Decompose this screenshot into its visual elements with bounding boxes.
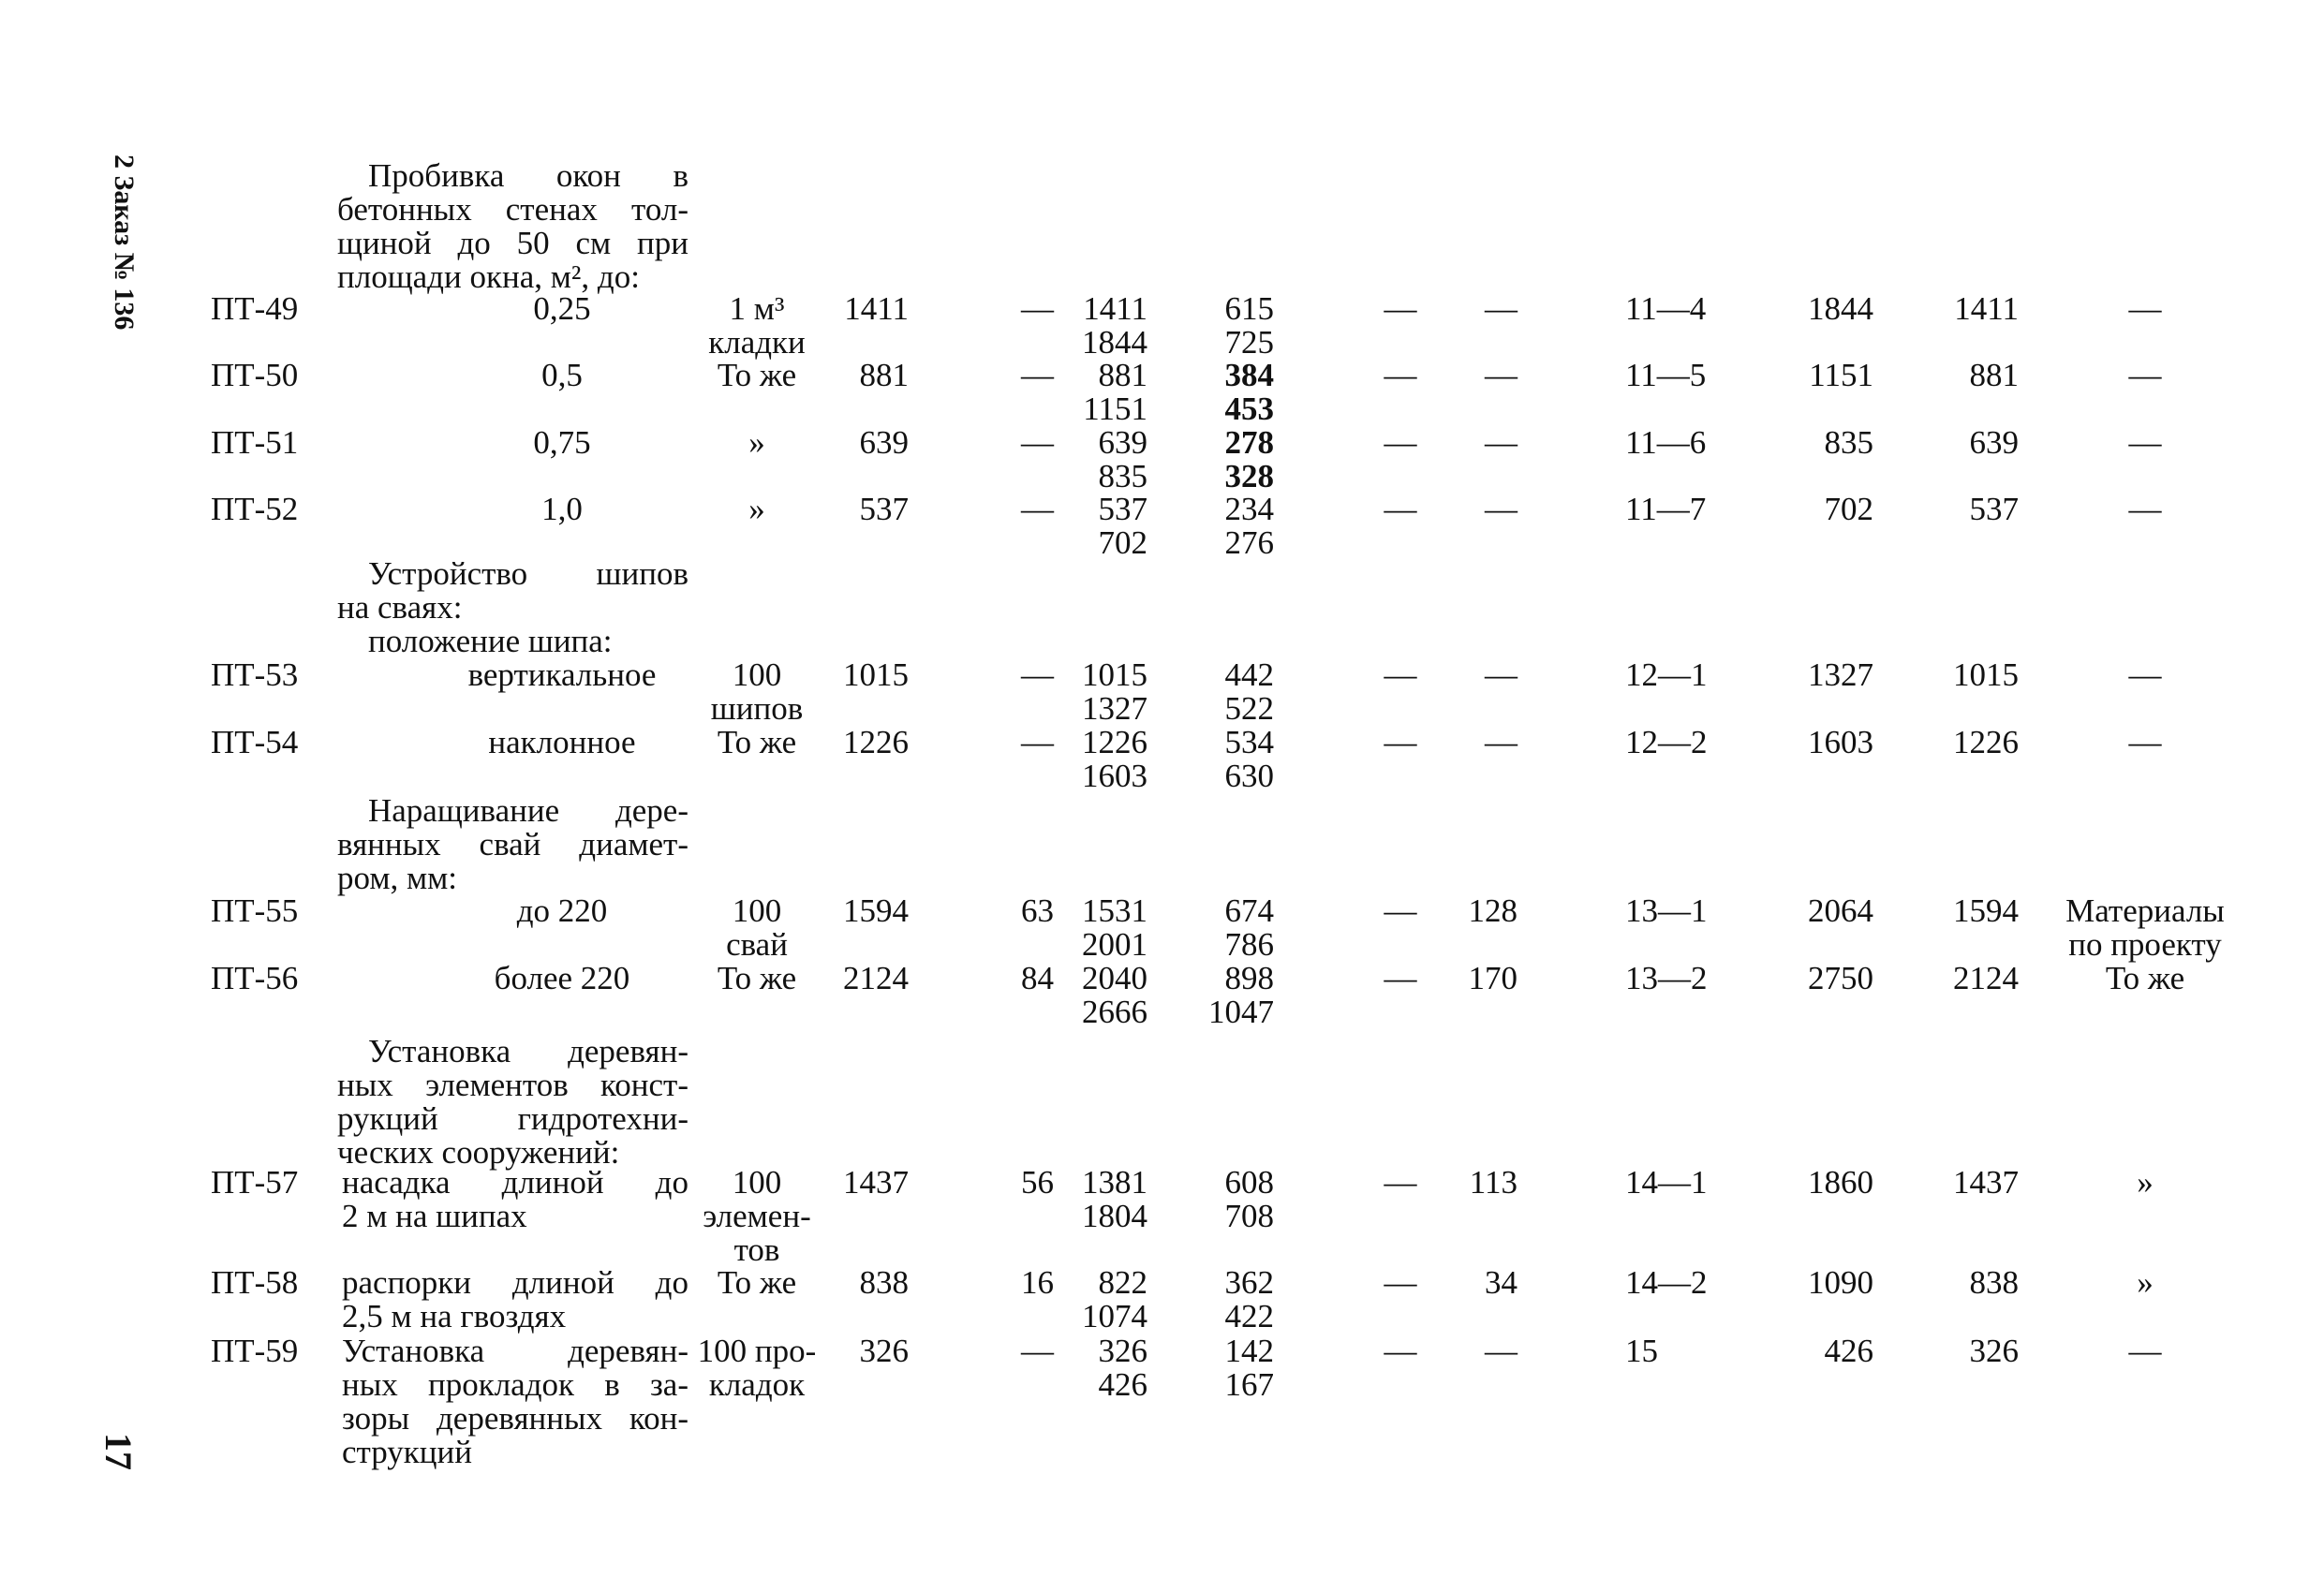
row-total-b: 1015	[1953, 656, 2019, 693]
row-code: ПТ-58	[211, 1264, 299, 1301]
section-heading-line: рукций гидротехни-	[337, 1100, 688, 1137]
row-description: Установка деревян-	[342, 1333, 688, 1369]
row-description: струкций	[342, 1434, 472, 1470]
row-note: —	[2128, 724, 2162, 760]
row-machine-cost: —	[1384, 724, 1417, 760]
row-unit: »	[748, 424, 765, 461]
row-total-a: 1327	[1808, 656, 1873, 693]
row-wages: —	[1021, 1333, 1054, 1369]
row-total-b: 1437	[1953, 1164, 2019, 1201]
row-labor-cost: 384	[1224, 357, 1274, 393]
row-note: »	[2137, 1164, 2154, 1201]
row-note: Материалы	[2065, 892, 2225, 929]
row-code: ПТ-56	[211, 960, 299, 996]
row-materials-cost: 702	[1098, 524, 1147, 561]
row-unit: То же	[717, 357, 797, 393]
row-unit: шипов	[710, 690, 804, 727]
section-heading-line: щиной до 50 см при	[337, 225, 688, 261]
row-total-b: 1594	[1953, 892, 2019, 929]
margin-note: 2 Заказ № 136	[109, 155, 140, 331]
row-materials-cost: 426	[1098, 1366, 1147, 1403]
row-machine-cost: —	[1384, 1164, 1417, 1201]
row-estimate-cost: 2124	[843, 960, 909, 996]
row-code: ПТ-50	[211, 357, 299, 393]
section-heading-line: ром, мм:	[337, 860, 458, 896]
row-norm-reference: 13—1	[1625, 892, 1708, 929]
row-unit: То же	[717, 1264, 797, 1301]
row-labor-cost: 362	[1224, 1264, 1274, 1301]
row-description: 1,0	[541, 491, 583, 527]
row-code: ПТ-59	[211, 1333, 299, 1369]
row-total-b: 639	[1969, 424, 2019, 461]
row-description: насадка длиной до	[342, 1164, 688, 1201]
row-machine-wages: 34	[1485, 1264, 1517, 1301]
row-labor-cost: 898	[1224, 960, 1274, 996]
section-heading-line: ных элементов конст-	[337, 1067, 688, 1103]
row-labor-cost: 422	[1224, 1298, 1274, 1334]
section-subheading: положение шипа:	[368, 623, 613, 659]
row-machine-wages: 113	[1469, 1164, 1517, 1201]
row-labor-cost: 615	[1224, 290, 1274, 327]
row-note: —	[2128, 491, 2162, 527]
row-total-a: 2064	[1808, 892, 1873, 929]
row-total-a: 1844	[1808, 290, 1873, 327]
row-labor-cost: 674	[1224, 892, 1274, 929]
row-code: ПТ-53	[211, 656, 299, 693]
row-total-a: 1603	[1808, 724, 1873, 760]
row-estimate-cost: 1411	[844, 290, 909, 327]
row-total-a: 835	[1824, 424, 1873, 461]
row-wages: 63	[1021, 892, 1054, 929]
row-note: »	[2137, 1264, 2154, 1301]
row-labor-cost: 534	[1224, 724, 1274, 760]
row-unit: элемен-	[703, 1198, 811, 1234]
row-code: ПТ-55	[211, 892, 299, 929]
row-note: —	[2128, 1333, 2162, 1369]
row-wages: 84	[1021, 960, 1054, 996]
row-estimate-cost: 1437	[843, 1164, 909, 1201]
row-wages: —	[1021, 357, 1054, 393]
row-norm-reference: 11—7	[1625, 491, 1707, 527]
row-materials-cost: 1074	[1082, 1298, 1147, 1334]
row-note: —	[2128, 656, 2162, 693]
row-machine-cost: —	[1384, 892, 1417, 929]
row-materials-cost: 1381	[1082, 1164, 1147, 1201]
row-total-b: 326	[1969, 1333, 2019, 1369]
row-total-b: 881	[1969, 357, 2019, 393]
row-estimate-cost: 881	[859, 357, 909, 393]
row-machine-cost: —	[1384, 290, 1417, 327]
row-wages: 16	[1021, 1264, 1054, 1301]
row-labor-cost: 522	[1224, 690, 1274, 727]
row-code: ПТ-52	[211, 491, 299, 527]
row-code: ПТ-49	[211, 290, 299, 327]
row-estimate-cost: 1594	[843, 892, 909, 929]
row-materials-cost: 2040	[1082, 960, 1147, 996]
row-labor-cost: 786	[1224, 926, 1274, 963]
row-estimate-cost: 326	[859, 1333, 909, 1369]
row-total-b: 838	[1969, 1264, 2019, 1301]
row-total-a: 702	[1824, 491, 1873, 527]
row-materials-cost: 1603	[1082, 758, 1147, 794]
row-machine-wages: —	[1485, 290, 1517, 327]
row-code: ПТ-54	[211, 724, 299, 760]
row-machine-cost: —	[1384, 1333, 1417, 1369]
row-machine-wages: —	[1485, 1333, 1517, 1369]
row-unit: »	[748, 491, 765, 527]
row-machine-wages: 170	[1468, 960, 1517, 996]
row-description: 0,5	[541, 357, 583, 393]
row-machine-cost: —	[1384, 1264, 1417, 1301]
row-note: То же	[2105, 960, 2185, 996]
row-unit: 100	[732, 1164, 782, 1201]
row-machine-wages: —	[1485, 491, 1517, 527]
row-norm-reference: 11—4	[1625, 290, 1707, 327]
row-estimate-cost: 537	[859, 491, 909, 527]
row-materials-cost: 1015	[1082, 656, 1147, 693]
row-description: ных прокладок в за-	[342, 1366, 688, 1403]
row-machine-wages: —	[1485, 724, 1517, 760]
row-wages: —	[1021, 724, 1054, 760]
row-description: до 220	[516, 892, 608, 929]
row-materials-cost: 326	[1098, 1333, 1147, 1369]
row-labor-cost: 1047	[1208, 994, 1274, 1030]
row-machine-cost: —	[1384, 424, 1417, 461]
row-code: ПТ-57	[211, 1164, 299, 1201]
row-wages: —	[1021, 424, 1054, 461]
row-note: —	[2128, 290, 2162, 327]
row-total-b: 1226	[1953, 724, 2019, 760]
section-heading-line: Пробивка окон в	[368, 157, 688, 194]
row-estimate-cost: 639	[859, 424, 909, 461]
row-note: —	[2128, 424, 2162, 461]
section-heading-line: площади окна, м², до:	[337, 258, 640, 295]
row-description: 2,5 м на гвоздях	[342, 1298, 567, 1334]
row-norm-reference: 11—6	[1625, 424, 1707, 461]
row-unit: То же	[717, 724, 797, 760]
row-labor-cost: 608	[1224, 1164, 1274, 1201]
row-machine-wages: 128	[1468, 892, 1517, 929]
section-heading-line: Наращивание дере-	[368, 792, 688, 829]
row-norm-reference: 12—2	[1625, 724, 1708, 760]
row-labor-cost: 453	[1224, 391, 1274, 427]
section-heading-line: ческих сооружений:	[337, 1134, 620, 1171]
row-labor-cost: 725	[1224, 324, 1274, 361]
row-description: вертикальное	[467, 656, 657, 693]
row-machine-wages: —	[1485, 424, 1517, 461]
row-unit: свай	[726, 926, 788, 963]
row-materials-cost: 639	[1098, 424, 1147, 461]
row-materials-cost: 1327	[1082, 690, 1147, 727]
row-note: по проекту	[2068, 926, 2222, 963]
row-materials-cost: 1151	[1083, 391, 1147, 427]
row-total-a: 1090	[1808, 1264, 1873, 1301]
row-unit: тов	[733, 1231, 780, 1268]
row-description: наклонное	[488, 724, 636, 760]
row-code: ПТ-51	[211, 424, 299, 461]
row-machine-cost: —	[1384, 656, 1417, 693]
row-norm-reference: 14—1	[1625, 1164, 1708, 1201]
row-total-a: 1860	[1808, 1164, 1873, 1201]
row-total-a: 426	[1824, 1333, 1873, 1369]
row-norm-reference: 12—1	[1625, 656, 1708, 693]
row-labor-cost: 234	[1224, 491, 1274, 527]
row-estimate-cost: 1226	[843, 724, 909, 760]
row-norm-reference: 15	[1625, 1333, 1658, 1369]
row-materials-cost: 537	[1098, 491, 1147, 527]
row-unit: То же	[717, 960, 797, 996]
row-unit: 100 про-	[697, 1333, 817, 1369]
row-materials-cost: 2001	[1082, 926, 1147, 963]
row-materials-cost: 1226	[1082, 724, 1147, 760]
row-description: 2 м на шипах	[342, 1198, 527, 1234]
row-labor-cost: 708	[1224, 1198, 1274, 1234]
row-machine-cost: —	[1384, 491, 1417, 527]
row-wages: —	[1021, 491, 1054, 527]
row-machine-cost: —	[1384, 960, 1417, 996]
row-description: зоры деревянных кон-	[342, 1400, 688, 1437]
row-norm-reference: 11—5	[1625, 357, 1707, 393]
row-unit: кладок	[708, 1366, 806, 1403]
section-heading-line: на сваях:	[337, 589, 463, 626]
row-description: 0,75	[533, 424, 591, 461]
row-total-a: 2750	[1808, 960, 1873, 996]
row-total-b: 537	[1969, 491, 2019, 527]
row-estimate-cost: 1015	[843, 656, 909, 693]
row-materials-cost: 881	[1098, 357, 1147, 393]
row-machine-wages: —	[1485, 357, 1517, 393]
row-wages: —	[1021, 656, 1054, 693]
row-unit: кладки	[708, 324, 806, 361]
row-machine-wages: —	[1485, 656, 1517, 693]
row-norm-reference: 14—2	[1625, 1264, 1708, 1301]
row-description: более 220	[494, 960, 630, 996]
row-total-b: 1411	[1954, 290, 2019, 327]
row-wages: 56	[1021, 1164, 1054, 1201]
page-number: 17	[97, 1433, 140, 1470]
row-labor-cost: 276	[1224, 524, 1274, 561]
section-heading-line: вянных свай диамет-	[337, 826, 688, 862]
row-labor-cost: 328	[1224, 458, 1274, 494]
section-heading-line: Установка деревян-	[368, 1033, 688, 1069]
row-materials-cost: 2666	[1082, 994, 1147, 1030]
row-labor-cost: 142	[1224, 1333, 1274, 1369]
row-materials-cost: 1531	[1082, 892, 1147, 929]
row-materials-cost: 1804	[1082, 1198, 1147, 1234]
row-total-a: 1151	[1809, 357, 1873, 393]
row-labor-cost: 630	[1224, 758, 1274, 794]
section-heading-line: Устройство шипов	[368, 555, 688, 592]
row-unit: 100	[732, 892, 782, 929]
row-unit: 100	[732, 656, 782, 693]
row-description: распорки длиной до	[342, 1264, 688, 1301]
row-estimate-cost: 838	[859, 1264, 909, 1301]
row-total-b: 2124	[1953, 960, 2019, 996]
row-machine-cost: —	[1384, 357, 1417, 393]
row-labor-cost: 278	[1224, 424, 1274, 461]
row-materials-cost: 822	[1098, 1264, 1147, 1301]
row-labor-cost: 167	[1224, 1366, 1274, 1403]
row-norm-reference: 13—2	[1625, 960, 1708, 996]
row-unit: 1 м³	[729, 290, 785, 327]
row-materials-cost: 835	[1098, 458, 1147, 494]
row-description: 0,25	[533, 290, 591, 327]
row-wages: —	[1021, 290, 1054, 327]
row-materials-cost: 1844	[1082, 324, 1147, 361]
section-heading-line: бетонных стенах тол-	[337, 191, 688, 228]
row-materials-cost: 1411	[1083, 290, 1147, 327]
row-note: —	[2128, 357, 2162, 393]
row-labor-cost: 442	[1224, 656, 1274, 693]
